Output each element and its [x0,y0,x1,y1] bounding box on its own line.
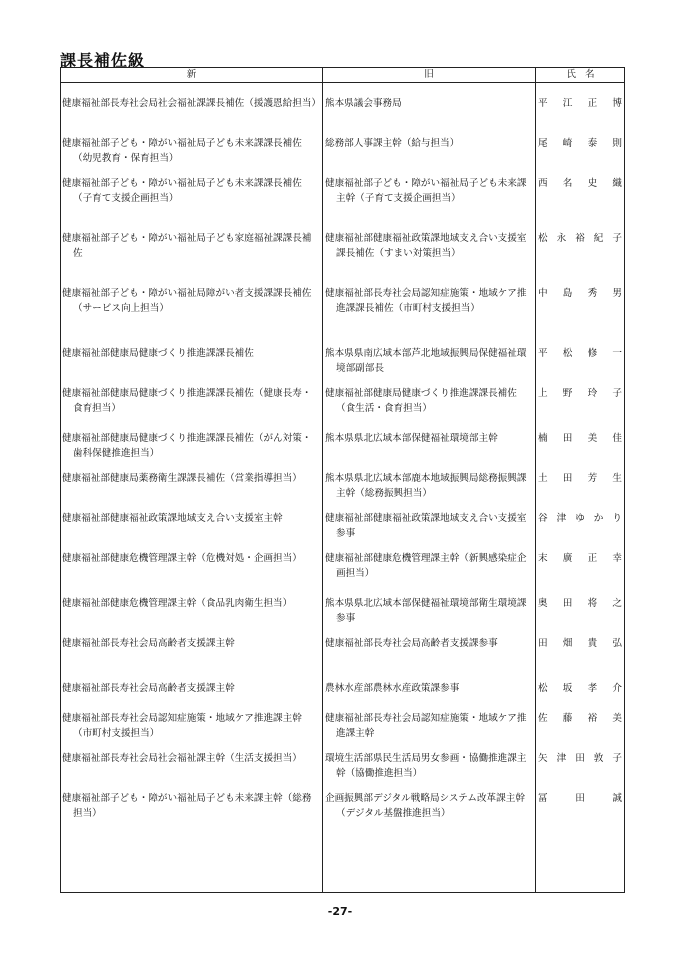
new-position: 健康福祉部健康福祉政策課地域支え合い支援室主幹 [62,513,283,524]
old-position: 健康福祉部健康福祉政策課地域支え合い支援室参事 [325,513,527,539]
new-position: 健康福祉部長寿社会局社会福祉課課長補佐（援護恩給担当） [62,98,322,109]
person-name: 平江正博 [538,98,622,109]
new-position: 健康福祉部健康危機管理課主幹（食品乳肉衛生担当） [62,598,293,609]
personnel-table [60,67,625,893]
old-position: 健康福祉部健康福祉政策課地域支え合い支援室課長補佐（すまい対策担当） [325,233,527,259]
new-position: 健康福祉部健康局健康づくり推進課課長補佐（健康長寿・食育担当） [62,388,312,414]
header-new: 新 [186,69,197,80]
new-position: 健康福祉部健康局健康づくり推進課課長補佐（がん対策・歯科保健推進担当） [62,433,312,459]
column-divider [322,68,323,892]
new-position: 健康福祉部子ども・障がい福祉局子ども家庭福祉課課長補佐 [62,233,312,259]
person-name: 谷津ゆかり [538,513,622,524]
new-position: 健康福祉部子ども・障がい福祉局子ども未来課課長補佐（子育て支援企画担当） [62,178,302,204]
header-divider [61,82,624,83]
person-name: 中島秀男 [538,288,622,299]
old-position: 健康福祉部長寿社会局認知症施策・地域ケア推進課主幹 [325,713,527,739]
old-position: 熊本県議会事務局 [325,98,402,109]
person-name: 平松修一 [538,348,622,359]
person-name: 末廣正幸 [538,553,622,564]
header-old: 旧 [424,69,434,80]
person-name: 楠田美佳 [538,433,622,444]
new-position: 健康福祉部子ども・障がい福祉局子ども未来課主幹（総務担当） [62,793,312,819]
person-name: 矢津田敦子 [538,753,622,764]
new-position: 健康福祉部子ども・障がい福祉局子ども未来課課長補佐（幼児教育・保育担当） [62,138,302,164]
new-position: 健康福祉部健康局薬務衛生課課長補佐（営業指導担当） [62,473,302,484]
page-title: 課長補佐級 [60,51,146,70]
person-name: 上野玲子 [538,388,622,399]
person-name: 土田芳生 [538,473,622,484]
old-position: 熊本県県北広域本部保健福祉環境部主幹 [325,433,498,444]
old-position: 健康福祉部長寿社会局高齢者支援課参事 [325,638,498,649]
page-number: -27- [327,905,353,918]
person-name: 松永裕紀子 [538,233,622,244]
header-name: 氏名 [566,69,604,80]
old-position: 総務部人事課主幹（給与担当） [325,138,460,149]
old-position: 農林水産部農林水産政策課参事 [325,683,460,694]
new-position: 健康福祉部健康危機管理課主幹（危機対処・企画担当） [62,553,302,564]
new-position: 健康福祉部子ども・障がい福祉局障がい者支援課課長補佐（サービス向上担当） [62,288,312,314]
new-position: 健康福祉部健康局健康づくり推進課課長補佐 [62,348,254,359]
old-position: 熊本県県北広域本部保健福祉環境部衛生環境課参事 [325,598,527,624]
new-position: 健康福祉部長寿社会局社会福祉課主幹（生活支援担当） [62,753,302,764]
old-position: 健康福祉部長寿社会局認知症施策・地域ケア推進課課長補佐（市町村支援担当） [325,288,527,314]
person-name: 松坂孝介 [538,683,622,694]
column-divider [535,68,536,892]
new-position: 健康福祉部長寿社会局高齢者支援課主幹 [62,638,235,649]
new-position: 健康福祉部長寿社会局高齢者支援課主幹 [62,683,235,694]
person-name: 尾崎泰則 [538,138,622,149]
old-position: 熊本県県南広域本部芦北地域振興局保健福祉環境部副部長 [325,348,527,374]
person-name: 佐藤裕美 [538,713,622,724]
old-position: 健康福祉部健康局健康づくり推進課課長補佐（食生活・食育担当） [325,388,517,414]
person-name: 奥田将之 [538,598,622,609]
old-position: 健康福祉部健康危機管理課主幹（新興感染症企画担当） [325,553,527,579]
new-position: 健康福祉部長寿社会局認知症施策・地域ケア推進課主幹（市町村支援担当） [62,713,302,739]
old-position: 環境生活部県民生活局男女参画・協働推進課主幹（協働推進担当） [325,753,527,779]
old-position: 企画振興部デジタル戦略局システム改革課主幹（デジタル基盤推進担当） [325,793,525,819]
person-name: 冨田誠 [538,793,622,804]
person-name: 西名史織 [538,178,622,189]
person-name: 田畑貴弘 [538,638,622,649]
old-position: 熊本県県北広域本部鹿本地域振興局総務振興課主幹（総務振興担当） [325,473,527,499]
old-position: 健康福祉部子ども・障がい福祉局子ども未来課主幹（子育て支援企画担当） [325,178,527,204]
